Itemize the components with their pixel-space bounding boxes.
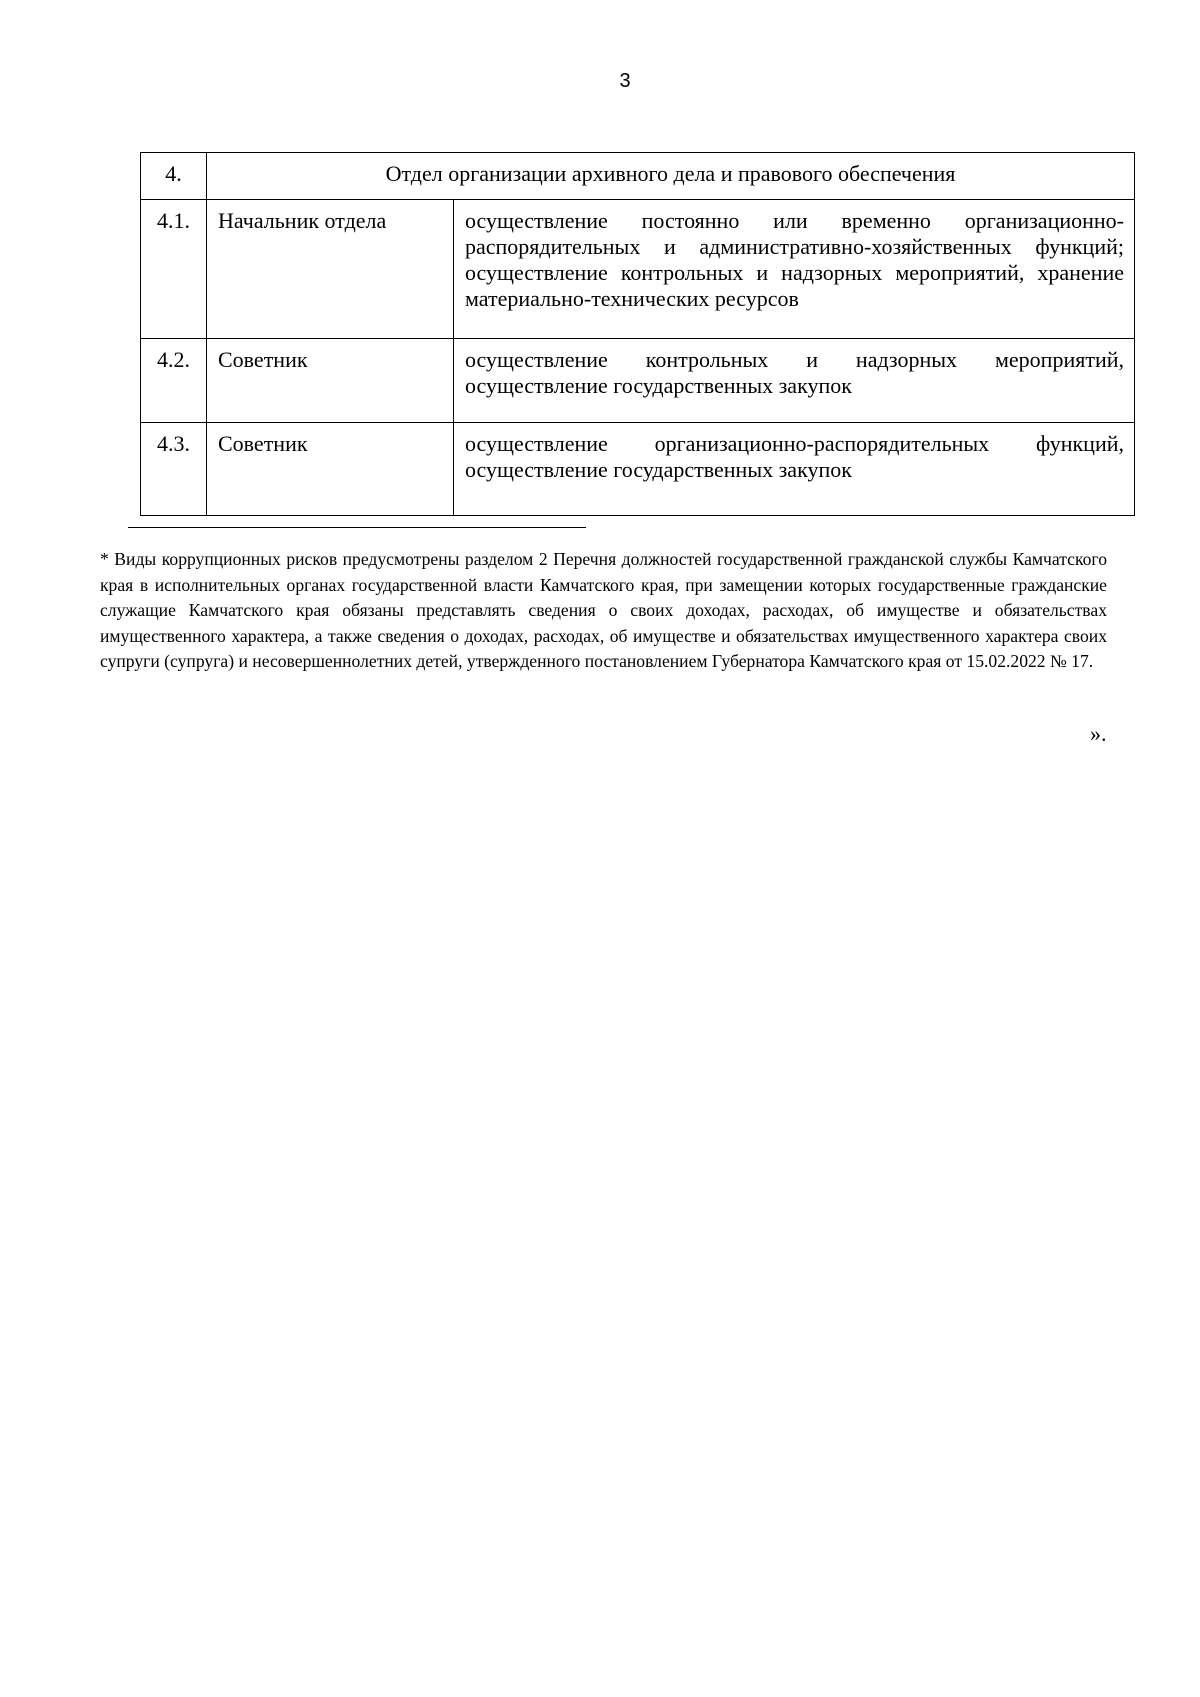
section-row bbox=[141, 153, 1135, 200]
closing-quote-mark: ». bbox=[1090, 721, 1107, 746]
page-number: 3 bbox=[619, 70, 631, 92]
position-functions: осуществление организационно-распорядительных функций, осуществление государственных закупок bbox=[454, 423, 1135, 516]
table-row bbox=[141, 200, 1135, 339]
section-title: Отдел организации архивного дела и правового обеспечения bbox=[207, 153, 1135, 200]
position-functions: осуществление постоянно или временно организационно-распорядительных и административно-хозяйственных функций; осуществление контрольных и надзорных мероприятий, хранение материально-технических ресурсов bbox=[454, 200, 1135, 339]
positions-table bbox=[140, 152, 1135, 516]
table-row bbox=[141, 423, 1135, 516]
position-title: Начальник отдела bbox=[207, 200, 454, 339]
position-title: Советник bbox=[207, 423, 454, 516]
row-number: 4.3. bbox=[141, 423, 207, 516]
position-title: Советник bbox=[207, 339, 454, 423]
position-functions: осуществление контрольных и надзорных мероприятий, осуществление государственных закупок bbox=[454, 339, 1135, 423]
footnote-separator bbox=[128, 527, 586, 528]
row-number: 4.2. bbox=[141, 339, 207, 423]
section-number: 4. bbox=[141, 153, 207, 200]
footnote-text: * Виды коррупционных рисков предусмотрены разделом 2 Перечня должностей государственной гражданской службы Камчатского края в исполнительных органах государственной власти Камчатского края, при замещении которых государственные гражданские служащие Камчатского края обязаны представлять сведения о своих доходах, расходах, об имуществе и обязательствах имущественного характера, а также сведения о доходах, расходах, об имуществе и обязательствах имущественного характера своих супруги (супруга) и несовершеннолетних детей, утвержденного постановлением Губернатора Камчатского края от 15.02.2022 № 17. bbox=[100, 549, 1107, 671]
table-row bbox=[141, 339, 1135, 423]
row-number: 4.1. bbox=[141, 200, 207, 339]
